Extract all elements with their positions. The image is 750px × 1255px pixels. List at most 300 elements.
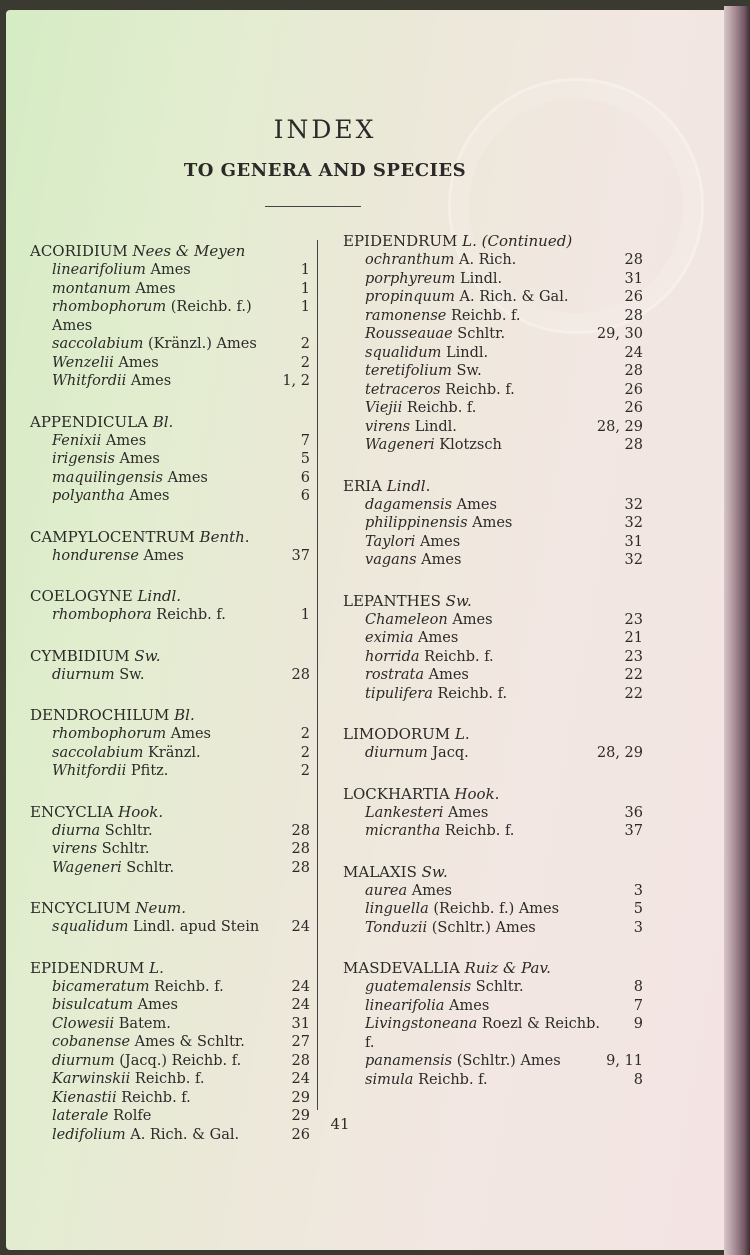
genus-heading	[30, 959, 310, 978]
species-author: Pfitz.	[130, 763, 169, 779]
page-ref: 6	[300, 488, 310, 504]
species-name: dagamensis	[365, 496, 457, 513]
species-author: Rolfe	[113, 1108, 152, 1124]
species-name: rhombophora	[52, 607, 157, 623]
page-ref: 23	[624, 611, 643, 628]
species-name: Wageneri	[365, 437, 440, 453]
species-author: (Reichb. f.) Ames	[433, 901, 560, 917]
genus-author: Lindl.	[386, 476, 431, 495]
index-section	[30, 803, 310, 878]
species-name: guatemalensis	[365, 979, 476, 995]
page-ref: 9, 11	[606, 1053, 643, 1069]
page-ref: 26	[624, 400, 643, 416]
species-author: Reichb. f.	[444, 823, 515, 839]
index-entry	[343, 997, 643, 1016]
species-name: Wenzelii	[52, 354, 119, 371]
species-name: Karwinskii	[52, 1071, 135, 1087]
page-ref: 28	[291, 1052, 310, 1069]
index-entry	[343, 744, 643, 763]
index-entry	[30, 335, 310, 354]
species-author: Schltr.	[101, 841, 150, 857]
species-author: Reichb. f.	[121, 1089, 191, 1106]
species-author: Reichb. f.	[450, 307, 521, 324]
page-ref: 24	[291, 919, 310, 935]
genus-author: Hook.	[118, 802, 164, 821]
genus-author: Benth.	[199, 527, 250, 546]
index-entry	[30, 606, 310, 625]
species-name: Rousseauae	[365, 326, 458, 342]
species-author: Schltr.	[104, 822, 153, 839]
species-name: bisulcatum	[52, 997, 138, 1013]
species-name: Whitfordii	[52, 763, 131, 779]
index-entry	[30, 432, 310, 451]
species-author: Ames	[129, 488, 170, 504]
species-name: maquilingensis	[52, 469, 168, 486]
index-entry	[343, 611, 643, 630]
index-entry	[343, 288, 643, 307]
index-section	[30, 899, 310, 937]
index-section	[30, 413, 310, 506]
title-rule	[265, 206, 361, 207]
species-name: Livingstoneana	[365, 1016, 482, 1032]
genus-name: LOCKHARTIA	[343, 784, 455, 803]
genus-name: DENDROCHILUM	[30, 706, 175, 724]
species-name: virens	[365, 418, 415, 435]
page-ref: 9	[633, 1016, 643, 1032]
page-ref: 6	[300, 469, 310, 486]
genus-heading	[343, 232, 643, 251]
genus-heading	[30, 413, 310, 432]
species-name: Clowesii	[52, 1015, 119, 1032]
genus-author: L. (Continued)	[462, 232, 573, 250]
genus-heading	[30, 803, 310, 822]
page-ref: 32	[624, 515, 643, 531]
species-author: Ames	[118, 354, 159, 371]
species-author: Batem.	[118, 1015, 171, 1032]
species-name: panamensis	[365, 1053, 457, 1069]
page-ref: 27	[291, 1034, 310, 1050]
index-entry	[343, 1015, 643, 1052]
genus-heading	[343, 725, 643, 744]
genus-heading	[343, 959, 643, 978]
index-entry	[343, 344, 643, 363]
species-name: saccolabium	[52, 336, 148, 352]
index-entry	[343, 629, 643, 648]
index-entry	[30, 1015, 310, 1034]
genus-heading	[30, 706, 310, 725]
index-section	[343, 232, 643, 455]
genus-heading	[343, 785, 643, 804]
species-author: Ames	[135, 280, 176, 297]
species-author: Sw.	[119, 666, 145, 683]
page-ref: 1	[300, 607, 310, 623]
index-entry	[343, 436, 643, 455]
species-name: micrantha	[365, 823, 445, 839]
index-entry	[343, 822, 643, 841]
page-ref: 24	[291, 978, 310, 995]
page-ref: 31	[624, 533, 643, 550]
page-ref: 31	[291, 1015, 310, 1032]
page-ref: 3	[633, 919, 643, 936]
index-entry	[30, 725, 310, 744]
genus-name: LIMODORUM	[343, 725, 455, 743]
page-ref: 28	[624, 252, 643, 268]
species-author: Klotzsch	[439, 437, 502, 453]
index-entry	[30, 372, 310, 391]
species-name: diurnum	[52, 666, 120, 683]
page-ref: 29, 30	[596, 326, 643, 342]
page-ref: 7	[633, 997, 643, 1014]
index-section	[343, 863, 643, 938]
species-author: Sw.	[456, 363, 482, 379]
genus-heading	[30, 647, 310, 666]
species-name: montanum	[52, 280, 136, 297]
index-entry	[30, 469, 310, 488]
species-author: (Kränzl.) Ames	[147, 336, 257, 352]
species-name: aurea	[365, 882, 412, 899]
index-entry	[343, 648, 643, 667]
index-entry	[343, 1071, 643, 1090]
page-subtitle: TO GENERA AND SPECIES	[183, 160, 467, 181]
species-author: Lindl.	[459, 270, 503, 287]
index-entry	[343, 1052, 643, 1071]
species-author: (Schltr.) Ames	[431, 919, 536, 936]
species-author: Kränzl.	[147, 744, 201, 761]
genus-name: COELOGYNE	[30, 587, 138, 605]
genus-name: ENCYCLIUM	[30, 899, 136, 917]
species-author: Ames	[411, 882, 452, 899]
page-ref: 23	[624, 648, 643, 665]
page-ref: 28, 29	[596, 745, 643, 761]
index-entry	[343, 551, 643, 570]
index-entry	[343, 362, 643, 381]
genus-name: CYMBIDIUM	[30, 646, 135, 665]
index-entry	[343, 978, 643, 997]
page-ref: 5	[633, 901, 643, 917]
genus-name: APPENDICULA	[30, 412, 153, 431]
page-ref: 2	[300, 744, 310, 761]
species-name: horrida	[365, 648, 425, 665]
genus-author: L.	[454, 725, 470, 743]
index-entry	[343, 514, 643, 533]
species-author: Schltr.	[475, 979, 524, 995]
index-entry	[30, 666, 310, 685]
index-section	[343, 477, 643, 570]
index-entry	[343, 251, 643, 270]
page-ref: 29	[291, 1108, 310, 1124]
page-ref: 28	[624, 307, 643, 324]
index-section	[343, 785, 643, 841]
page-ref: 1	[300, 262, 310, 278]
genus-author: Sw.	[421, 862, 448, 881]
genus-heading	[30, 528, 310, 547]
species-name: tipulifera	[365, 685, 438, 702]
genus-author: L.	[149, 958, 164, 977]
index-entry	[30, 298, 310, 335]
index-entry	[30, 840, 310, 859]
genus-heading	[343, 863, 643, 882]
species-author: Ames	[418, 630, 459, 646]
genus-author: Lindl.	[137, 587, 182, 605]
index-section	[30, 706, 310, 781]
page-ref: 26	[624, 289, 643, 305]
page-ref: 5	[300, 451, 310, 467]
species-name: porphyreum	[365, 270, 460, 287]
page-ref: 31	[624, 270, 643, 287]
genus-heading	[343, 477, 643, 496]
genus-author: Neum.	[135, 899, 186, 917]
page-title: INDEX	[273, 115, 377, 144]
page-ref: 2	[300, 763, 310, 779]
species-name: linguella	[365, 901, 434, 917]
species-author: Ames	[130, 373, 172, 389]
species-name: squalidum	[52, 919, 133, 935]
species-author: Reichb. f.	[134, 1071, 205, 1087]
page-edge	[724, 6, 750, 1255]
species-author: A. Rich. & Gal.	[130, 1126, 240, 1143]
index-entry	[343, 381, 643, 400]
genus-name: MASDEVALLIA	[343, 959, 465, 977]
page-ref: 1	[300, 280, 310, 297]
page-ref: 29	[291, 1089, 310, 1106]
page-ref: 28	[291, 859, 310, 876]
index-entry	[30, 450, 310, 469]
index-column-right	[343, 232, 643, 1111]
species-name: polyantha	[52, 488, 130, 504]
index-entry	[30, 1070, 310, 1089]
species-author: Lindl.	[445, 344, 489, 361]
species-name: Kienastii	[52, 1089, 122, 1106]
species-name: irigensis	[52, 451, 120, 467]
index-entry	[30, 1089, 310, 1108]
species-author: Reichb. f.	[156, 607, 226, 623]
page-ref: 37	[291, 547, 310, 564]
species-author: A. Rich.	[458, 252, 517, 268]
page-ref: 7	[300, 432, 310, 449]
species-name: Taylori	[365, 533, 420, 550]
species-author: (Jacq.) Reichb. f.	[119, 1052, 242, 1069]
species-name: virens	[52, 841, 102, 857]
genus-name: EPIDENDRUM	[343, 232, 463, 250]
page-ref: 32	[624, 552, 643, 568]
species-name: saccolabium	[52, 744, 148, 761]
species-name: Whitfordii	[52, 373, 131, 389]
species-author: Ames	[472, 515, 513, 531]
page-ref: 22	[624, 685, 643, 702]
species-name: bicameratum	[52, 978, 155, 995]
index-entry	[343, 307, 643, 326]
page-ref: 2	[300, 726, 310, 742]
index-entry	[343, 418, 643, 437]
index-entry	[30, 978, 310, 997]
genus-name: MALAXIS	[343, 862, 422, 881]
index-entry	[343, 882, 643, 901]
species-author: Schltr.	[126, 859, 175, 876]
page-number: 41	[330, 1115, 350, 1133]
species-author: Jacq.	[432, 745, 469, 761]
species-author: Ames	[143, 547, 184, 564]
index-entry	[343, 399, 643, 418]
index-entry	[30, 280, 310, 299]
genus-author: Bl.	[174, 706, 195, 724]
index-entry	[30, 547, 310, 566]
index-entry	[343, 804, 643, 823]
species-name: laterale	[52, 1108, 114, 1124]
species-name: rhombophorum	[52, 299, 171, 315]
species-name: diurnum	[365, 745, 433, 761]
index-entry	[343, 270, 643, 289]
genus-author: Sw.	[134, 646, 161, 665]
species-name: linearifolium	[52, 262, 151, 278]
index-entry	[343, 900, 643, 919]
genus-author: Hook.	[454, 784, 500, 803]
index-section	[343, 592, 643, 704]
genus-heading	[343, 592, 643, 611]
species-author: Lindl. apud Stein	[132, 919, 260, 935]
species-name: cobanense	[52, 1034, 135, 1050]
page-ref: 28	[291, 666, 310, 683]
page-ref: 2	[300, 354, 310, 371]
genus-name: LEPANTHES	[343, 591, 446, 610]
page-ref: 24	[291, 997, 310, 1013]
page-ref: 36	[624, 804, 643, 821]
page-ref: 3	[633, 882, 643, 899]
index-section	[30, 242, 310, 391]
species-author: Ames	[170, 726, 211, 742]
page-ref: 1	[300, 299, 310, 315]
page-ref: 8	[633, 979, 643, 995]
species-name: linearifolia	[365, 997, 450, 1014]
species-author: Ames	[448, 804, 489, 821]
genus-name: ENCYCLIA	[30, 802, 119, 821]
index-entry	[343, 325, 643, 344]
index-entry	[343, 533, 643, 552]
index-entry	[30, 996, 310, 1015]
index-entry	[30, 261, 310, 280]
page-ref: 28	[291, 841, 310, 857]
species-author: Ames	[137, 997, 178, 1013]
page-ref: 24	[291, 1071, 310, 1087]
species-author: Reichb. f.	[154, 978, 224, 995]
species-author: A. Rich. & Gal.	[459, 289, 569, 305]
index-entry	[30, 918, 310, 937]
index-entry	[30, 762, 310, 781]
page-ref: 21	[624, 630, 643, 646]
species-author: Ames	[150, 262, 191, 278]
index-entry	[30, 487, 310, 506]
species-author: Reichb. f.	[437, 685, 508, 702]
genus-author: Bl.	[152, 412, 174, 431]
species-author: Ames	[428, 667, 469, 683]
genus-name: EPIDENDRUM	[30, 958, 150, 977]
species-author: Ames	[421, 552, 462, 568]
index-entry	[30, 1033, 310, 1052]
species-author: Roezl & Reichb. f.	[365, 1016, 600, 1051]
page-ref: 28	[624, 363, 643, 379]
species-author: (Schltr.) Ames	[456, 1053, 561, 1069]
species-author: Lindl.	[414, 418, 457, 435]
species-name: Chameleon	[365, 611, 453, 628]
page-ref: 28	[624, 437, 643, 453]
species-author: Ames	[449, 997, 490, 1014]
index-entry	[30, 1052, 310, 1071]
species-name: Fenixii	[52, 432, 106, 449]
index-entry	[30, 744, 310, 763]
page-ref: 26	[291, 1126, 310, 1143]
species-name: Viejii	[365, 400, 407, 416]
index-section	[343, 725, 643, 763]
genus-heading	[30, 587, 310, 606]
index-entry	[30, 859, 310, 878]
species-name: hondurense	[52, 547, 144, 564]
page-ref: 1, 2	[282, 373, 310, 389]
species-name: diurnum	[52, 1052, 120, 1069]
index-column-left	[30, 242, 310, 1166]
page-ref: 24	[624, 344, 643, 361]
genus-heading	[30, 242, 310, 261]
species-name: diurna	[52, 822, 105, 839]
genus-name: ERIA	[343, 476, 387, 495]
species-author: Reichb. f.	[406, 400, 477, 416]
index-entry	[30, 354, 310, 373]
page-ref: 28, 29	[596, 418, 643, 435]
species-name: squalidum	[365, 344, 446, 361]
species-author: Ames	[119, 451, 160, 467]
species-author: Reichb. f.	[424, 648, 494, 665]
species-author: Schltr.	[457, 326, 506, 342]
index-entry	[343, 496, 643, 515]
index-section	[30, 647, 310, 685]
index-section	[30, 587, 310, 625]
page-ref: 26	[624, 381, 643, 398]
species-name: rostrata	[365, 667, 429, 683]
species-name: vagans	[365, 552, 422, 568]
genus-heading	[30, 899, 310, 918]
species-author: Reichb. f.	[418, 1071, 488, 1088]
species-name: Wageneri	[52, 859, 127, 876]
species-author: Ames	[105, 432, 147, 449]
index-entry	[30, 822, 310, 841]
genus-name: CAMPYLOCENTRUM	[30, 527, 200, 546]
species-name: rhombophorum	[52, 726, 171, 742]
species-author: Ames & Schltr.	[134, 1034, 245, 1050]
genus-name: ACORIDIUM	[30, 242, 133, 260]
species-name: ledifolium	[52, 1126, 131, 1143]
index-entry	[343, 919, 643, 938]
page-ref: 8	[633, 1071, 643, 1088]
column-divider	[317, 240, 318, 1110]
species-name: ramonense	[365, 307, 451, 324]
species-name: teretifolium	[365, 363, 457, 379]
species-name: tetraceros	[365, 381, 446, 398]
genus-author: Nees & Meyen	[132, 242, 246, 260]
species-name: eximia	[365, 630, 419, 646]
species-name: Tonduzii	[365, 919, 432, 936]
index-entry	[343, 685, 643, 704]
species-name: ochranthum	[365, 252, 459, 268]
page-ref: 28	[291, 822, 310, 839]
species-author: Ames	[452, 611, 493, 628]
species-name: simula	[365, 1071, 419, 1088]
page-ref: 32	[624, 496, 643, 513]
page-ref: 22	[624, 667, 643, 683]
species-author: Reichb. f.	[445, 381, 515, 398]
species-author: Ames	[419, 533, 461, 550]
species-author: Ames	[167, 469, 208, 486]
index-section	[343, 959, 643, 1089]
species-name: philippinensis	[365, 515, 473, 531]
page-ref: 37	[624, 823, 643, 839]
